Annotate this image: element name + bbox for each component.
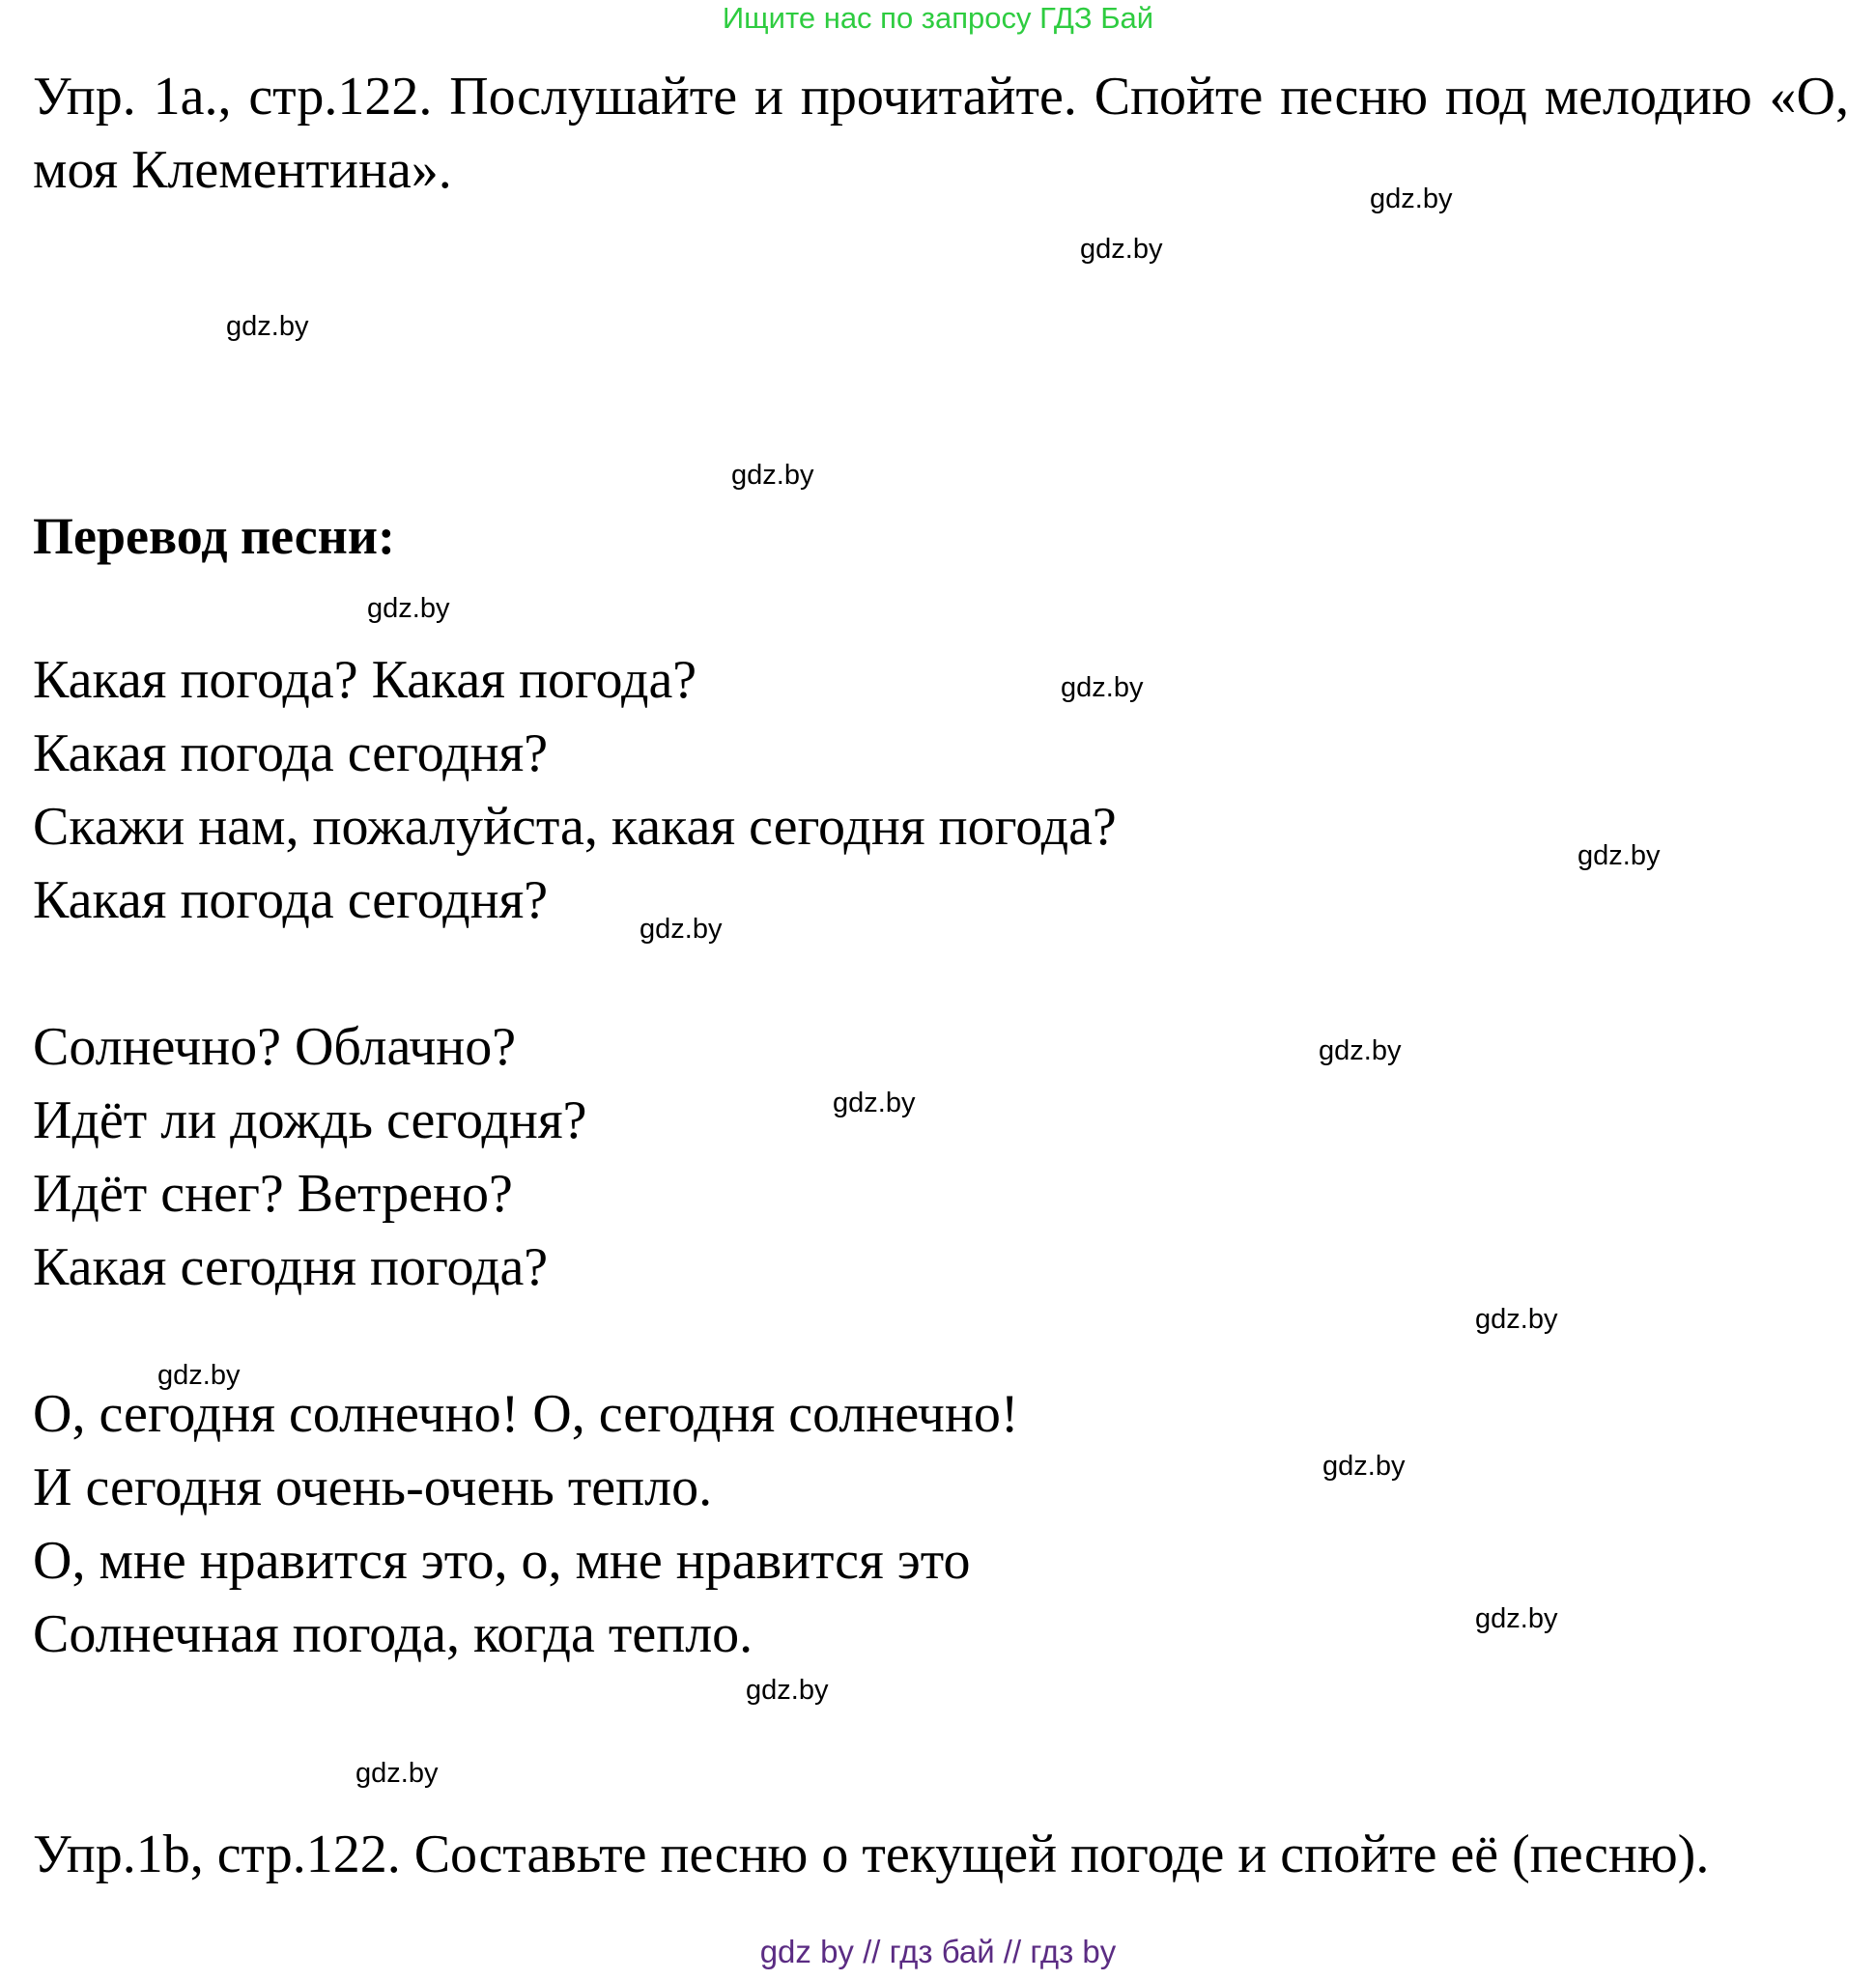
watermark: gdz.by bbox=[1319, 1035, 1402, 1066]
watermark: gdz.by bbox=[1061, 672, 1144, 703]
verse-2-line-1: Солнечно? Облачно? bbox=[33, 1017, 517, 1077]
watermark: gdz.by bbox=[746, 1675, 829, 1706]
verse-1-line-4: Какая погода сегодня? bbox=[33, 870, 549, 930]
verse-2-line-2: Идёт ли дождь сегодня? bbox=[33, 1090, 587, 1150]
watermark: gdz.by bbox=[1080, 234, 1163, 265]
watermark: gdz.by bbox=[1370, 184, 1453, 214]
exercise-1b-instruction: Упр.1b, стр.122. Составьте песню о текущей погоде и спойте её (песню). bbox=[33, 1824, 1710, 1884]
verse-3-line-2: И сегодня очень-очень тепло. bbox=[33, 1457, 713, 1517]
watermark: gdz.by bbox=[1475, 1304, 1558, 1335]
verse-1-line-2: Какая погода сегодня? bbox=[33, 723, 549, 783]
verse-2-line-4: Какая сегодня погода? bbox=[33, 1237, 549, 1297]
top-banner: Ищите нас по запросу ГДЗ Бай bbox=[722, 1, 1154, 35]
watermark: gdz.by bbox=[355, 1758, 439, 1789]
watermark: gdz.by bbox=[1475, 1603, 1558, 1634]
section-heading: Перевод песни: bbox=[33, 507, 395, 565]
verse-3-line-1: О, сегодня солнечно! О, сегодня солнечно! bbox=[33, 1384, 1019, 1444]
verse-1-line-1: Какая погода? Какая погода? bbox=[33, 650, 697, 710]
watermark: gdz.by bbox=[731, 460, 814, 491]
verse-3-line-4: Солнечная погода, когда тепло. bbox=[33, 1604, 753, 1664]
watermark: gdz.by bbox=[640, 914, 723, 945]
footer-watermark: gdz by // гдз бай // гдз by bbox=[759, 1934, 1117, 1969]
watermark: gdz.by bbox=[833, 1088, 916, 1118]
watermark: gdz.by bbox=[157, 1360, 241, 1391]
watermark: gdz.by bbox=[226, 311, 309, 342]
watermark: gdz.by bbox=[367, 593, 450, 624]
exercise-1a-instruction: Упр. 1а., стр.122. Послушайте и прочитайте. Спойте песню под мелодию «О, моя Клементина». bbox=[33, 67, 1849, 200]
verse-1-line-3: Скажи нам, пожалуйста, какая сегодня погода? bbox=[33, 797, 1117, 857]
verse-3-line-3: О, мне нравится это, о, мне нравится это bbox=[33, 1531, 971, 1591]
watermark: gdz.by bbox=[1322, 1451, 1406, 1482]
verse-2-line-3: Идёт снег? Ветрено? bbox=[33, 1164, 513, 1224]
watermark: gdz.by bbox=[1578, 840, 1661, 871]
